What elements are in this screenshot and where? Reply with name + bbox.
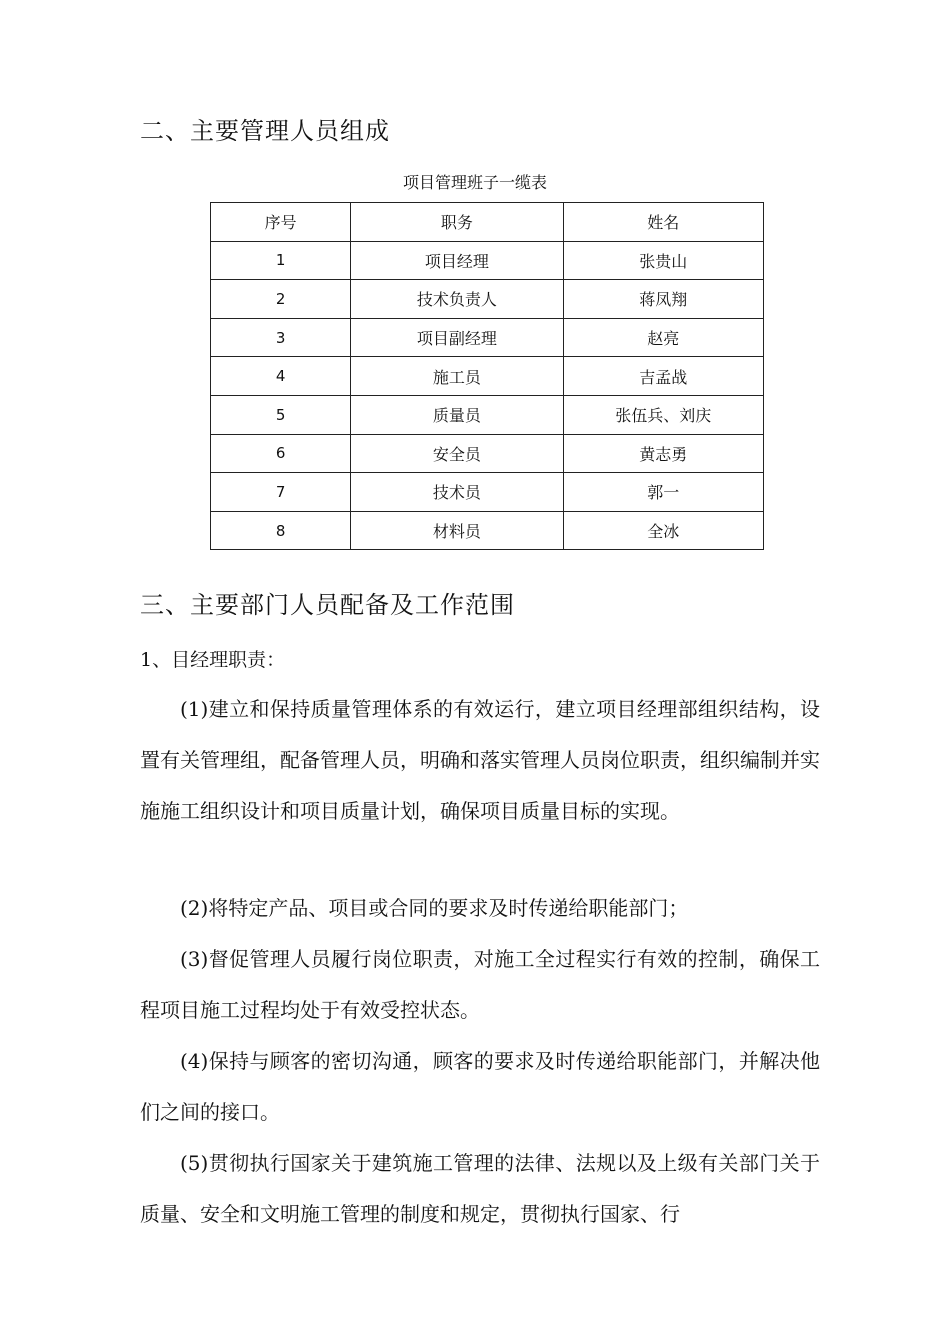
duty-paragraph-4 [140,1036,820,1138]
row-name: 黄志勇 [563,434,763,473]
table-row [211,473,764,512]
duty-text: (1)建立和保持质量管理体系的有效运行，建立项目经理部组织结构，设置有关管理组，配备管理人员，明确和落实管理人员岗位职责，组织编制并实施施工组织设计和项目质量计划，确保项目质量目标的实现。 [140,697,820,823]
duty-text: (5)贯彻执行国家关于建筑施工管理的法律、法规以及上级有关部门关于质量、安全和文明施工管理的制度和规定，贯彻执行国家、行 [140,1151,820,1226]
row-position: 技术负责人 [351,280,563,319]
row-name: 张伍兵、刘庆 [563,395,763,434]
duty-text: (4)保持与顾客的密切沟通，顾客的要求及时传递给职能部门，并解决他们之间的接口。 [140,1049,820,1124]
row-position: 施工员 [351,357,563,396]
duty-paragraph-2 [140,883,820,934]
row-index: 4 [211,357,351,396]
row-index: 7 [211,473,351,512]
row-name: 张贵山 [563,241,763,280]
table-row [211,318,764,357]
table-header-row [211,203,764,242]
staff-table [210,202,764,550]
header-name: 姓名 [563,203,763,242]
section-heading-three: 三、主要部门人员配备及工作范围 [140,591,515,619]
row-name: 郭一 [563,473,763,512]
duty-text: (3)督促管理人员履行岗位职责，对施工全过程实行有效的控制，确保工程项目施工过程均处于有效受控状态。 [140,947,820,1022]
row-index: 2 [211,280,351,319]
header-index: 序号 [211,203,351,242]
duty-text: (2)将特定产品、项目或合同的要求及时传递给职能部门； [180,896,689,920]
table-row [211,241,764,280]
row-position: 技术员 [351,473,563,512]
row-index: 8 [211,511,351,550]
header-position: 职务 [351,203,563,242]
row-position: 项目经理 [351,241,563,280]
duty-paragraph-1 [140,684,820,888]
row-position: 项目副经理 [351,318,563,357]
row-name: 赵亮 [563,318,763,357]
section-heading-two: 二、主要管理人员组成 [140,117,390,145]
table-row [211,395,764,434]
table-row [211,434,764,473]
row-name: 吉孟战 [563,357,763,396]
row-name: 蒋凤翔 [563,280,763,319]
table-row [211,511,764,550]
row-position: 安全员 [351,434,563,473]
row-position: 材料员 [351,511,563,550]
table-row [211,357,764,396]
row-index: 3 [211,318,351,357]
duty-paragraph-3 [140,934,820,1036]
row-index: 1 [211,241,351,280]
row-index: 6 [211,434,351,473]
table-caption: 项目管理班子一缆表 [402,173,547,192]
row-position: 质量员 [351,395,563,434]
row-name: 全冰 [563,511,763,550]
table-row [211,280,764,319]
duty-paragraph-5 [140,1138,820,1240]
row-index: 5 [211,395,351,434]
duties-subheading: 1、目经理职责： [140,649,286,671]
